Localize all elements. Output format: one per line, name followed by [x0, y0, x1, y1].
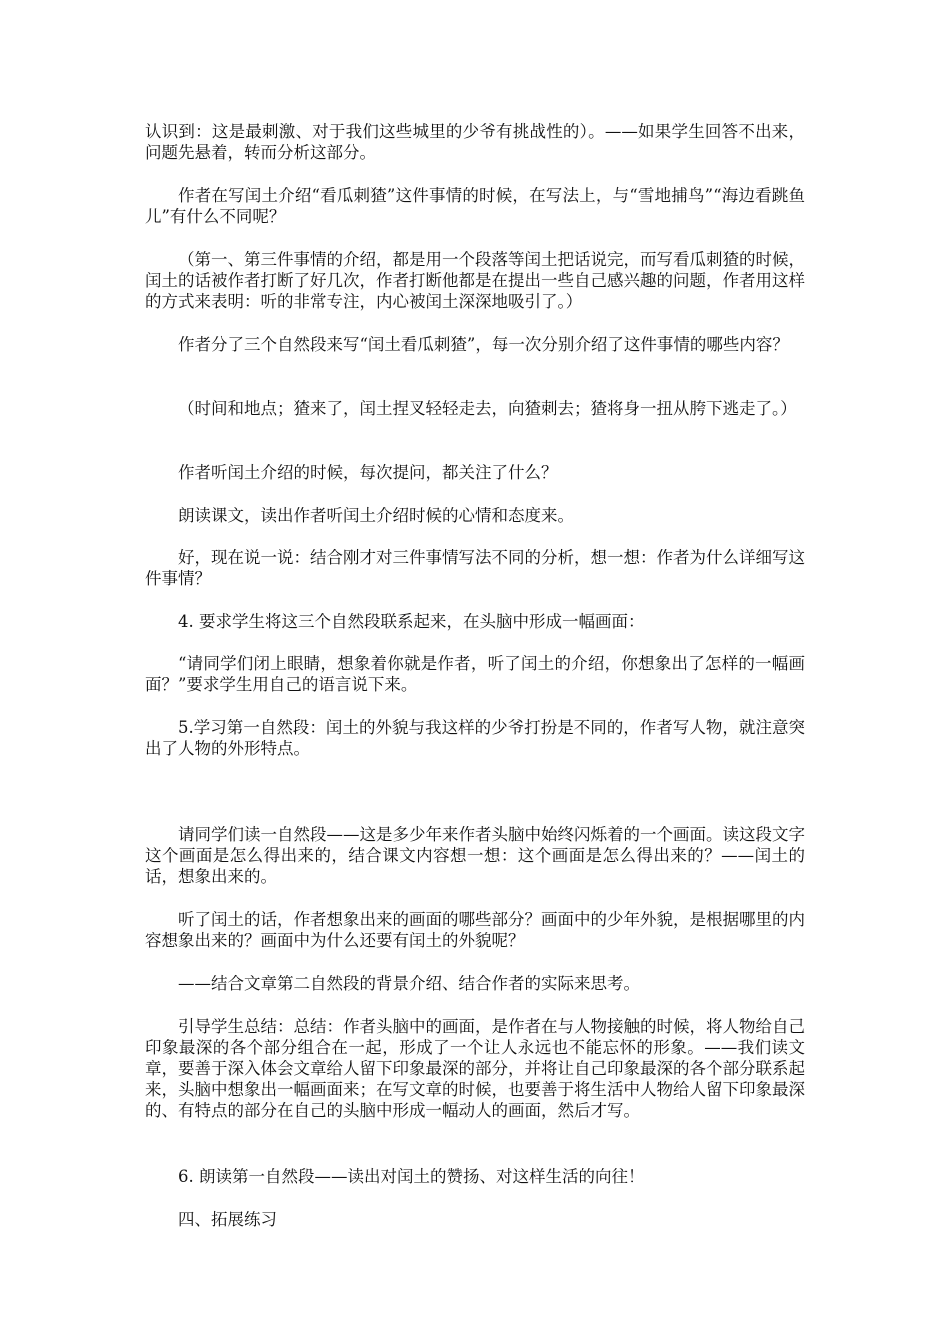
paragraph-10: “请同学们闭上眼睛，想象着你就是作者，听了闰土的介绍，你想象出了怎样的一幅画面？”要求学生用自己的语言说下来。	[145, 654, 805, 694]
paragraph-16: 6. 朗读第一自然段——读出对闰土的赞扬、对这样生活的向往！	[178, 1167, 645, 1186]
paragraph-3: （第一、第三件事情的介绍，都是用一个段落等闰土把话说完，而写看瓜刺猹的时候，闰土的话被作者打断了好几次，作者打断他都是在提出一些自己感兴趣的问题，作者用这样的方式来表明：听的非常专注，内心被闰土深深地吸引了。）	[145, 250, 805, 311]
paragraph-6: 作者听闰土介绍的时候，每次提问，都关注了什么？	[178, 463, 558, 482]
paragraph-13: 听了闰土的话，作者想象出来的画面的哪些部分？画面中的少年外貌，是根据哪里的内容想象出来的？画面中为什么还要有闰土的外貌呢？	[145, 910, 805, 950]
paragraph-7: 朗读课文，读出作者听闰土介绍时候的心情和态度来。	[178, 506, 574, 525]
paragraph-2: 作者在写闰土介绍“看瓜刺猹”这件事情的时候，在写法上，与“雪地捕鸟”“海边看跳鱼儿”有什么不同呢？	[145, 186, 805, 226]
paragraph-15: 引导学生总结：总结：作者头脑中的画面，是作者在与人物接触的时候，将人物给自己印象最深的各个部分组合在一起，形成了一个让人永远也不能忘怀的形象。——我们读文章，要善于深入体会文章给人留下印象最深的部分，并将让自己印象最深的各个部分联系起来，头脑中想象出一幅画面来；在写文章的时候，也要善于将生活中人物给人留下印象最深的、有特点的部分在自己的头脑中形成一幅动人的画面，然后才写。	[145, 1017, 805, 1120]
paragraph-11: 5.学习第一自然段：闰土的外貌与我这样的少爷打扮是不同的，作者写人物，就注意突出了人物的外形特点。	[145, 718, 805, 758]
section-heading: 四、拓展练习	[178, 1210, 277, 1229]
paragraph-1: 认识到：这是最刺激、对于我们这些城里的少爷有挑战性的）。——如果学生回答不出来，问题先悬着，转而分析这部分。	[145, 122, 805, 162]
paragraph-4: 作者分了三个自然段来写“闰土看瓜刺猹”，每一次分别介绍了这件事情的哪些内容？	[178, 335, 789, 354]
paragraph-8: 好，现在说一说：结合刚才对三件事情写法不同的分析，想一想：作者为什么详细写这件事情？	[145, 548, 805, 588]
paragraph-5: （时间和地点；猹来了，闰土捏叉轻轻走去，向猹刺去；猹将身一扭从胯下逃走了。）	[178, 399, 797, 418]
paragraph-9: 4. 要求学生将这三个自然段联系起来，在头脑中形成一幅画面：	[178, 612, 645, 631]
paragraph-14: ——结合文章第二自然段的背景介绍、结合作者的实际来思考。	[178, 974, 640, 993]
paragraph-12: 请同学们读一自然段——这是多少年来作者头脑中始终闪烁着的一个画面。读这段文字这个画面是怎么得出来的，结合课文内容想一想：这个画面是怎么得出来的？——闰土的话，想象出来的。	[145, 825, 805, 886]
